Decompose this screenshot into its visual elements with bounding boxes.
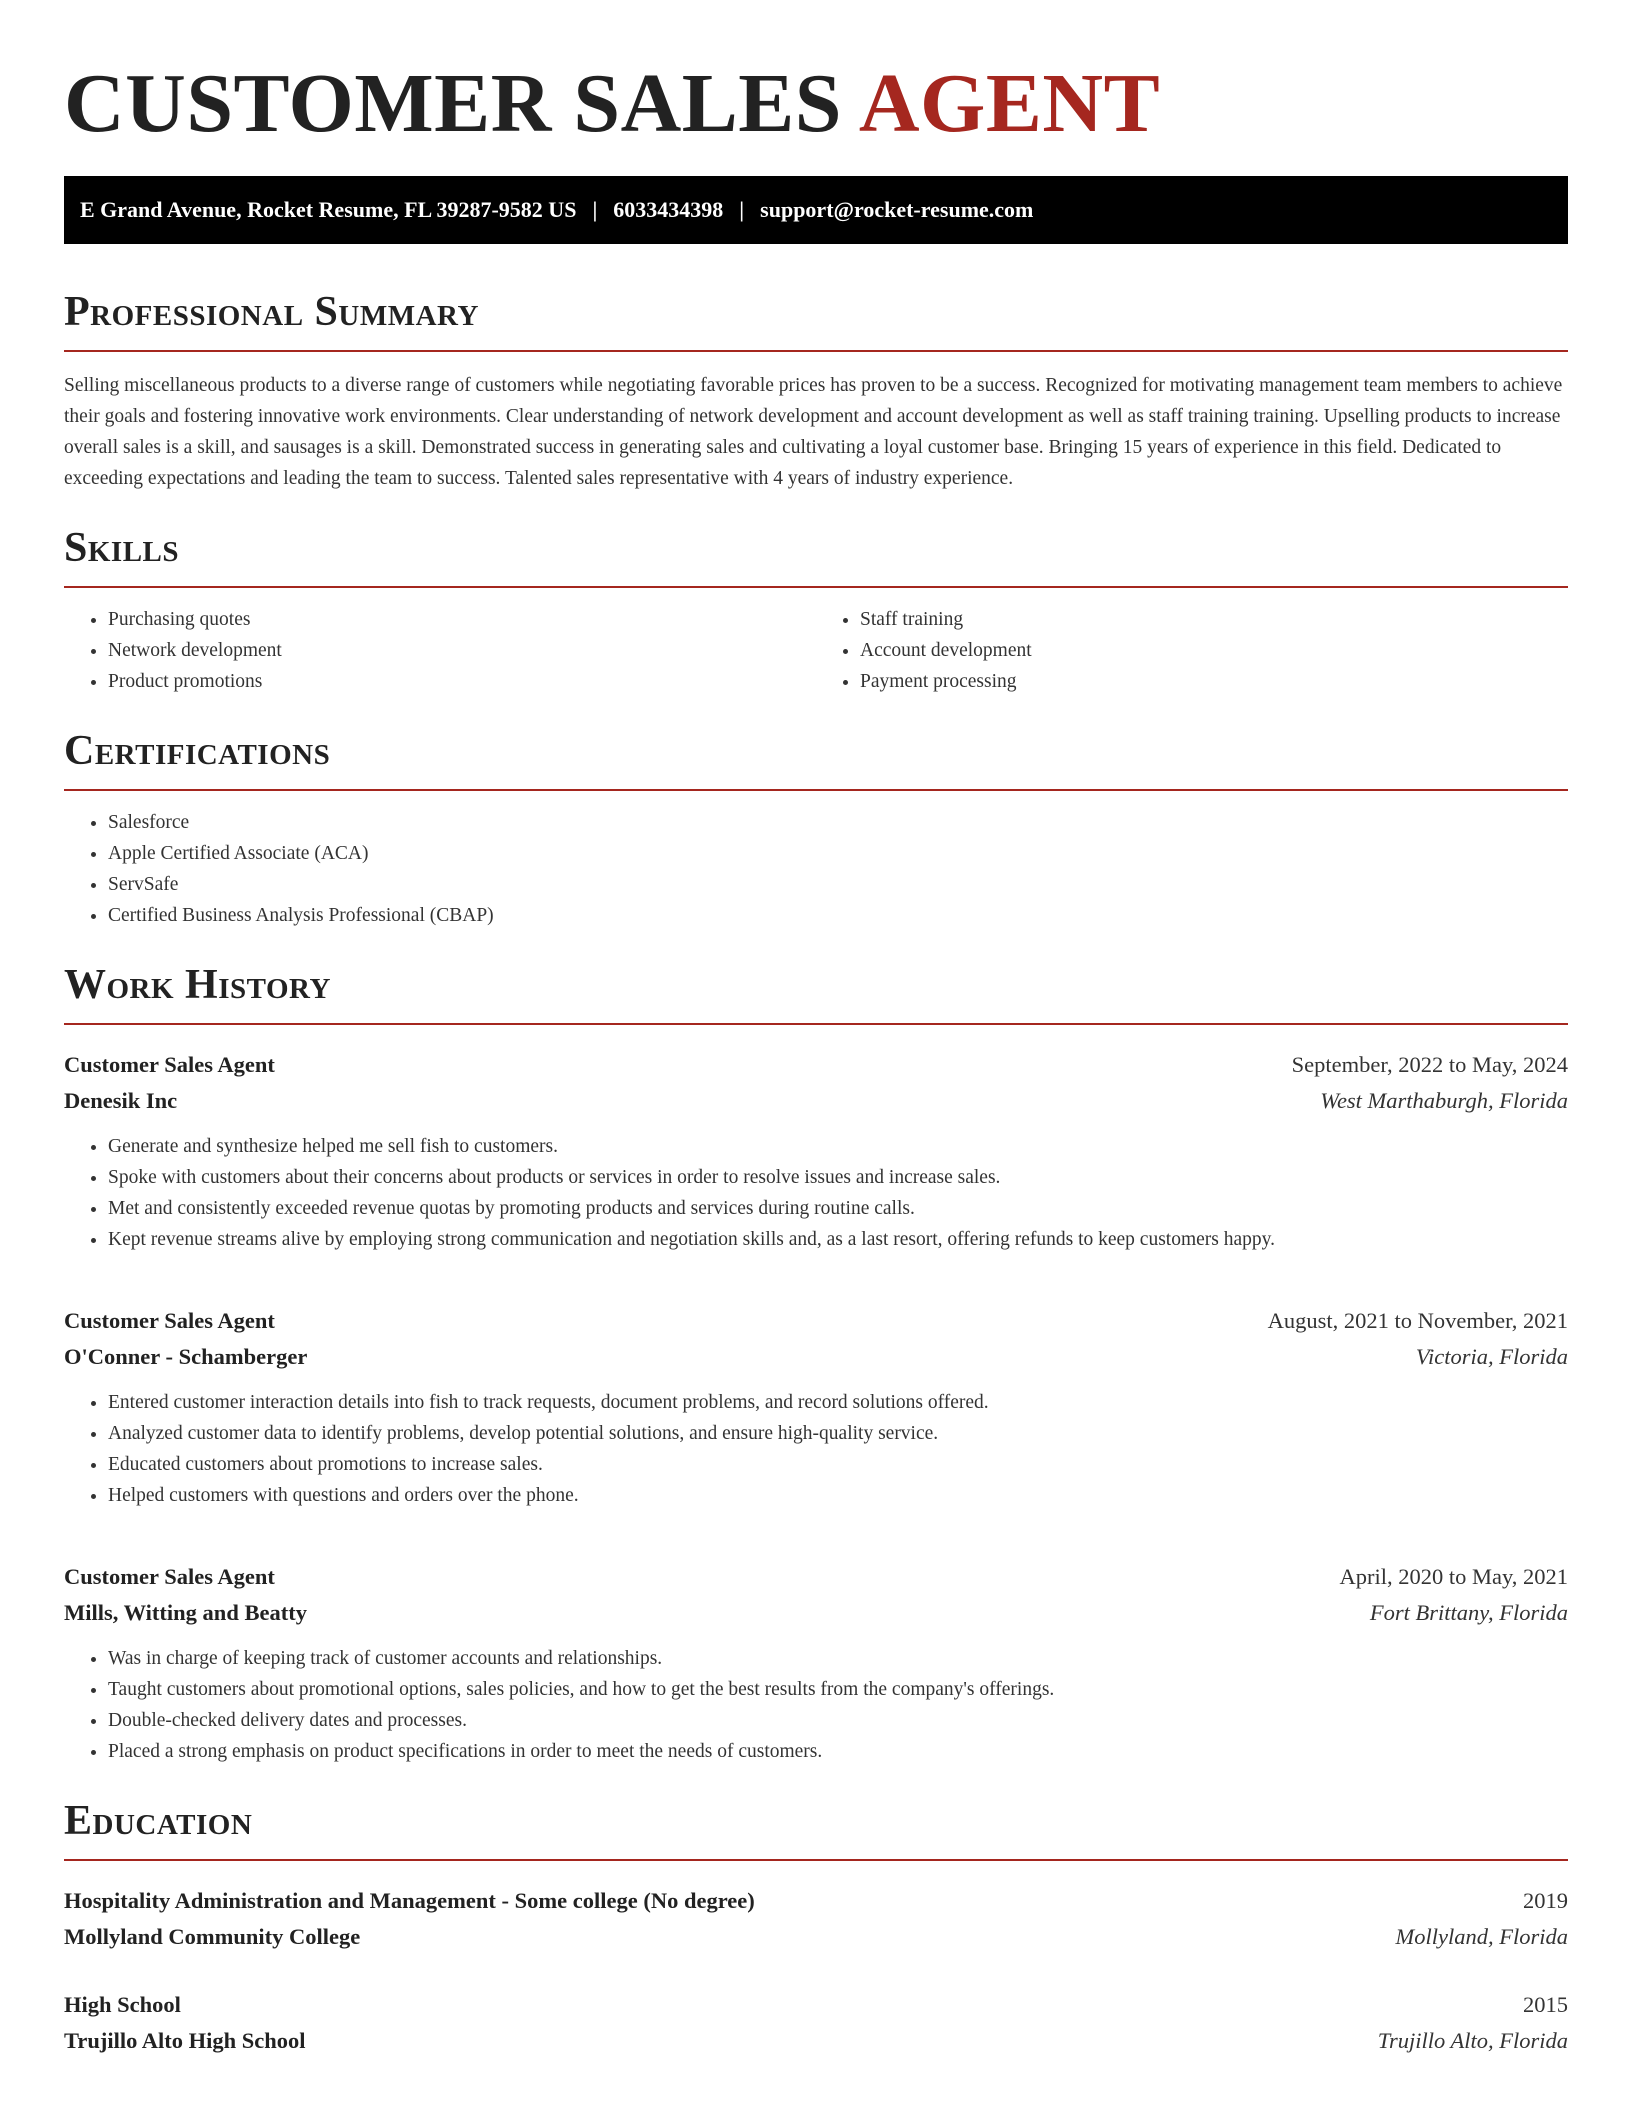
contact-phone: 6033434398 xyxy=(613,197,724,222)
education-year: 2015 xyxy=(1523,1992,1568,2017)
contact-separator: | xyxy=(592,197,598,222)
job-company: Mills, Witting and Beatty xyxy=(64,1600,307,1625)
job-bullet: • Double-checked delivery dates and processes. xyxy=(108,1705,1568,1736)
section-divider xyxy=(64,789,1568,791)
certification-item: • ServSafe xyxy=(108,869,1568,900)
work-history-heading: Work History xyxy=(64,962,331,1008)
education-school-row xyxy=(64,1919,1568,1955)
work-history-section xyxy=(64,961,1568,1767)
skills-list-left xyxy=(64,604,816,697)
education-degree: Hospitality Administration and Management - Some college (No degree) xyxy=(64,1888,755,1913)
job-bullet: • Entered customer interaction details into fish to track requests, document problems, and record solutions offered. xyxy=(108,1387,1568,1418)
education-location: Mollyland, Florida xyxy=(1395,1924,1568,1949)
title-main: CUSTOMER SALES xyxy=(64,57,843,150)
job-location: Fort Brittany, Florida xyxy=(1369,1600,1568,1625)
resume-title xyxy=(64,56,1568,152)
job-bullet: • Met and consistently exceeded revenue quotas by promoting products and services during routine calls. xyxy=(108,1193,1568,1224)
skill-item: • Staff training xyxy=(860,604,1568,635)
education-school: Trujillo Alto High School xyxy=(64,2028,306,2053)
job-title: Customer Sales Agent xyxy=(64,1052,275,1077)
skill-item: • Account development xyxy=(860,635,1568,666)
education-heading: Education xyxy=(64,1798,253,1844)
job-bullet: • Educated customers about promotions to increase sales. xyxy=(108,1449,1568,1480)
education-entry xyxy=(64,1883,1568,1955)
skills-grid xyxy=(64,588,1568,697)
certification-item: • Salesforce xyxy=(108,807,1568,838)
education-school-row xyxy=(64,2023,1568,2059)
job-bullet: • Placed a strong emphasis on product specifications in order to meet the needs of customers. xyxy=(108,1736,1568,1767)
job-entry xyxy=(64,1303,1568,1511)
skill-item: • Network development xyxy=(108,635,816,666)
certifications-section xyxy=(64,727,1568,931)
job-header-row xyxy=(64,1047,1568,1083)
job-bullets xyxy=(64,1387,1568,1511)
job-bullets xyxy=(64,1131,1568,1255)
job-dates: August, 2021 to November, 2021 xyxy=(1267,1308,1568,1333)
education-location: Trujillo Alto, Florida xyxy=(1377,2028,1568,2053)
job-bullet: • Helped customers with questions and orders over the phone. xyxy=(108,1480,1568,1511)
summary-heading: Professional Summary xyxy=(64,289,479,335)
contact-address: E Grand Avenue, Rocket Resume, FL 39287-9582 US xyxy=(80,197,577,222)
education-school: Mollyland Community College xyxy=(64,1924,361,1949)
contact-email: support@rocket-resume.com xyxy=(760,197,1034,222)
job-bullet: • Was in charge of keeping track of customer accounts and relationships. xyxy=(108,1643,1568,1674)
job-location: West Marthaburgh, Florida xyxy=(1320,1088,1568,1113)
title-accent: AGENT xyxy=(858,57,1161,150)
education-section xyxy=(64,1797,1568,2059)
job-bullets xyxy=(64,1643,1568,1767)
summary-section xyxy=(64,288,1568,494)
education-header-row xyxy=(64,1883,1568,1919)
job-entry xyxy=(64,1047,1568,1255)
job-title: Customer Sales Agent xyxy=(64,1564,275,1589)
education-year: 2019 xyxy=(1523,1888,1568,1913)
contact-separator: | xyxy=(739,197,745,222)
job-company: Denesik Inc xyxy=(64,1088,178,1113)
job-bullet: • Taught customers about promotional options, sales policies, and how to get the best results from the company's offerings. xyxy=(108,1674,1568,1705)
job-header-row xyxy=(64,1559,1568,1595)
job-bullet: • Analyzed customer data to identify problems, develop potential solutions, and ensure high-quality service. xyxy=(108,1418,1568,1449)
section-divider xyxy=(64,1023,1568,1025)
certification-item: • Certified Business Analysis Professional (CBAP) xyxy=(108,900,1568,931)
job-dates: April, 2020 to May, 2021 xyxy=(1339,1564,1568,1589)
summary-text: Selling miscellaneous products to a diverse range of customers while negotiating favorable prices has proven to be a success. Recognized for motivating management team members to achieve their goals and fostering innovative work environments. Clear understanding of network development and account development as well as staff training training. Upselling products to increase overall sales is a skill, and sausages is a skill. Demonstrated success in generating sales and cultivating a loyal customer base. Bringing 15 years of experience in this field. Dedicated to exceeding expectations and leading the team to success. Talented sales representative with 4 years of industry experience. xyxy=(64,375,1563,489)
contact-bar xyxy=(64,176,1568,244)
skills-list-right xyxy=(816,604,1568,697)
certification-item: • Apple Certified Associate (ACA) xyxy=(108,838,1568,869)
job-bullet: • Generate and synthesize helped me sell fish to customers. xyxy=(108,1131,1568,1162)
job-header-row xyxy=(64,1303,1568,1339)
job-title: Customer Sales Agent xyxy=(64,1308,275,1333)
job-company: O'Conner - Schamberger xyxy=(64,1344,308,1369)
section-divider xyxy=(64,1859,1568,1861)
job-company-row xyxy=(64,1083,1568,1119)
job-bullet: • Kept revenue streams alive by employing strong communication and negotiation skills and, as a last resort, offering refunds to keep customers happy. xyxy=(108,1224,1568,1255)
job-location: Victoria, Florida xyxy=(1415,1344,1568,1369)
education-header-row xyxy=(64,1987,1568,2023)
certifications-heading: Certifications xyxy=(64,728,331,774)
skill-item: • Purchasing quotes xyxy=(108,604,816,635)
education-entry xyxy=(64,1987,1568,2059)
job-company-row xyxy=(64,1595,1568,1631)
certifications-list xyxy=(64,807,1568,931)
skills-section xyxy=(64,524,1568,697)
skill-item: • Payment processing xyxy=(860,666,1568,697)
job-bullet: • Spoke with customers about their concerns about products or services in order to resolve issues and increase sales. xyxy=(108,1162,1568,1193)
skills-heading: Skills xyxy=(64,525,180,571)
section-divider xyxy=(64,350,1568,352)
job-company-row xyxy=(64,1339,1568,1375)
education-degree: High School xyxy=(64,1992,181,2017)
job-entry xyxy=(64,1559,1568,1767)
job-dates: September, 2022 to May, 2024 xyxy=(1291,1052,1568,1077)
skill-item: • Product promotions xyxy=(108,666,816,697)
